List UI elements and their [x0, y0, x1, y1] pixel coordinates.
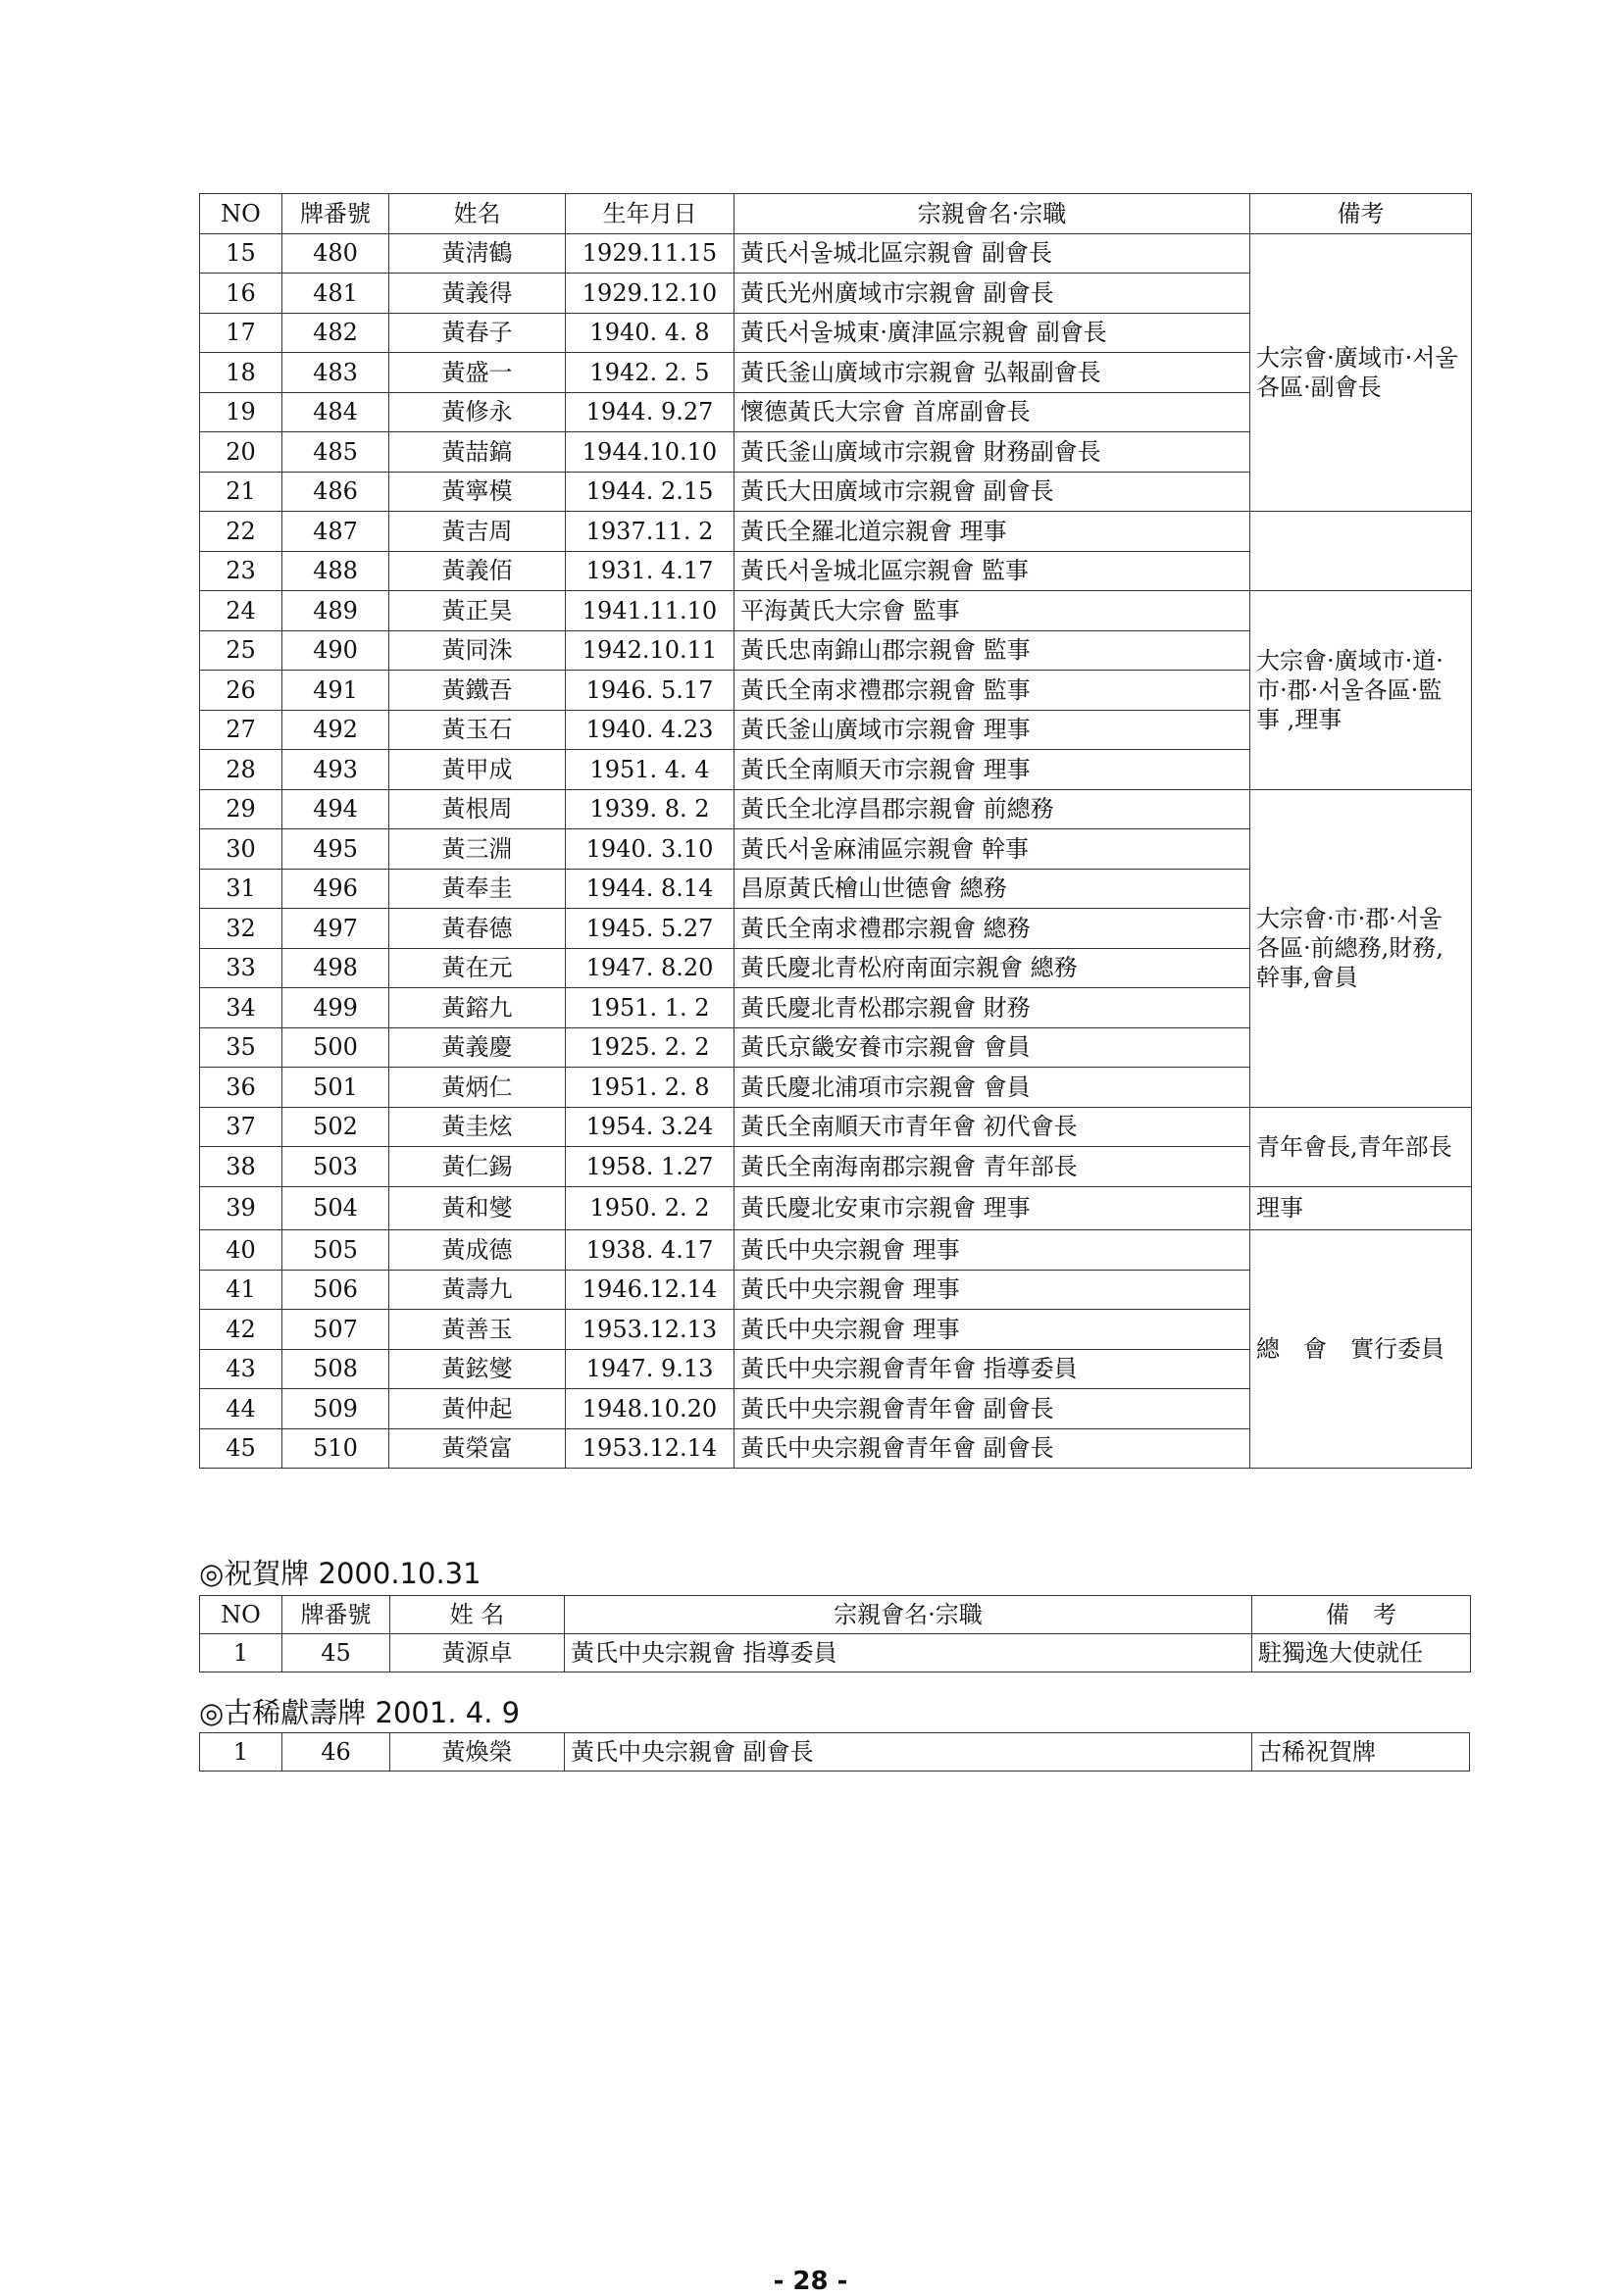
cell-clan-position: 黃氏서울麻浦區宗親會 幹事 [735, 829, 1250, 870]
cell-remarks: 總 會 實行委員 [1250, 1230, 1472, 1469]
cell-birth-date: 1941.11.10 [566, 591, 735, 631]
cell-name: 黃寧模 [389, 472, 566, 512]
cell-no: 30 [200, 829, 282, 870]
table-row [200, 789, 1472, 829]
cell-clan-position: 黃氏全南求禮郡宗親會 監事 [735, 671, 1250, 711]
cell-plaque-number: 491 [282, 671, 389, 711]
cell-no: 41 [200, 1270, 282, 1310]
cell-no: 35 [200, 1027, 282, 1068]
cell-birth-date: 1953.12.14 [566, 1428, 735, 1469]
cell-plaque-number: 485 [282, 432, 389, 473]
header-birth-date: 生年月日 [566, 194, 735, 234]
cell-plaque-number: 484 [282, 392, 389, 432]
cell-birth-date: 1931. 4.17 [566, 551, 735, 591]
cell-birth-date: 1925. 2. 2 [566, 1027, 735, 1068]
cell-no: 28 [200, 750, 282, 790]
cell-clan-position: 黃氏全南求禮郡宗親會 總務 [735, 909, 1250, 949]
cell-clan-position: 黃氏中央宗親會青年會 副會長 [735, 1389, 1250, 1429]
member-table [199, 193, 1472, 1469]
header-remarks: 備 考 [1252, 1596, 1471, 1634]
cell-no: 1 [200, 1733, 282, 1772]
cell-clan-position: 黃氏大田廣域市宗親會 副會長 [735, 472, 1250, 512]
cell-name: 黃春德 [389, 909, 566, 949]
table-row [200, 1107, 1472, 1147]
cell-no: 39 [200, 1186, 282, 1230]
cell-birth-date: 1948.10.20 [566, 1389, 735, 1429]
cell-birth-date: 1940. 4.23 [566, 710, 735, 750]
cell-clan-position: 黃氏中央宗親會 理事 [735, 1230, 1250, 1271]
header-no: NO [200, 1596, 282, 1634]
cell-name: 黃正昊 [389, 591, 566, 631]
cell-remarks: 大宗會·廣域市·道·市·郡·서울各區·監事 ,理事 [1250, 591, 1472, 790]
cell-birth-date: 1947. 8.20 [566, 948, 735, 988]
cell-no: 43 [200, 1349, 282, 1389]
table-row [200, 1186, 1472, 1230]
cell-plaque-number: 503 [282, 1147, 389, 1187]
cell-plaque-number: 504 [282, 1186, 389, 1230]
cell-birth-date: 1940. 3.10 [566, 829, 735, 870]
cell-birth-date: 1940. 4. 8 [566, 313, 735, 353]
header-remarks: 備考 [1250, 194, 1472, 234]
cell-name: 黃鐵吾 [389, 671, 566, 711]
cell-clan-position: 黃氏中央宗親會 理事 [735, 1270, 1250, 1310]
cell-no: 42 [200, 1310, 282, 1350]
cell-plaque-number: 510 [282, 1428, 389, 1469]
cell-name: 黃喆鎬 [389, 432, 566, 473]
cell-birth-date: 1958. 1.27 [566, 1147, 735, 1187]
cell-plaque-number: 507 [282, 1310, 389, 1350]
cell-plaque-number: 489 [282, 591, 389, 631]
header-name: 姓 名 [390, 1596, 565, 1634]
cell-plaque-number: 481 [282, 274, 389, 314]
cell-name: 黃壽九 [389, 1270, 566, 1310]
cell-name: 黃吉周 [389, 512, 566, 552]
cell-birth-date: 1953.12.13 [566, 1310, 735, 1350]
cell-no: 25 [200, 630, 282, 671]
cell-no: 29 [200, 789, 282, 829]
cell-name: 黃善玉 [389, 1310, 566, 1350]
cell-birth-date: 1942. 2. 5 [566, 353, 735, 393]
cell-birth-date: 1944.10.10 [566, 432, 735, 473]
cell-birth-date: 1929.11.15 [566, 233, 735, 274]
cell-clan-position: 黃氏서울城北區宗親會 監事 [735, 551, 1250, 591]
table-header-row [200, 1596, 1471, 1634]
cell-plaque-number: 496 [282, 869, 389, 909]
cell-clan-position: 黃氏慶北安東市宗親會 理事 [735, 1186, 1250, 1230]
cell-name: 黃奉圭 [389, 869, 566, 909]
cell-name: 黃源卓 [390, 1634, 565, 1672]
cell-clan-position: 昌原黃氏檜山世德會 總務 [735, 869, 1250, 909]
header-clan-position: 宗親會名·宗職 [565, 1596, 1252, 1634]
cell-no: 36 [200, 1068, 282, 1108]
table-row [200, 591, 1472, 631]
cell-plaque-number: 500 [282, 1027, 389, 1068]
cell-remarks: 青年會長,青年部長 [1250, 1107, 1472, 1186]
cell-name: 黃義慶 [389, 1027, 566, 1068]
cell-remarks: 大宗會·市·郡·서울各區·前總務,財務,幹事,會員 [1250, 789, 1472, 1107]
cell-clan-position: 黃氏中央宗親會 指導委員 [565, 1634, 1252, 1672]
cell-birth-date: 1951. 4. 4 [566, 750, 735, 790]
cell-no: 32 [200, 909, 282, 949]
cell-remarks: 古稀祝賀牌 [1252, 1733, 1470, 1772]
cell-no: 16 [200, 274, 282, 314]
member-table-body [200, 233, 1472, 1469]
cell-remarks: 駐獨逸大使就任 [1252, 1634, 1471, 1672]
cell-plaque-number: 480 [282, 233, 389, 274]
cell-plaque-number: 498 [282, 948, 389, 988]
cell-name: 黃煥榮 [390, 1733, 565, 1772]
cell-birth-date: 1944. 8.14 [566, 869, 735, 909]
cell-name: 黃義得 [389, 274, 566, 314]
congrats-plaque-title: ◎祝賀牌 2000.10.31 [199, 1557, 481, 1590]
cell-no: 15 [200, 233, 282, 274]
cell-plaque-number: 508 [282, 1349, 389, 1389]
cell-name: 黃盛一 [389, 353, 566, 393]
cell-name: 黃圭炫 [389, 1107, 566, 1147]
cell-name: 黃炳仁 [389, 1068, 566, 1108]
cell-plaque-number: 495 [282, 829, 389, 870]
longevity-plaque-title: ◎古稀獻壽牌 2001. 4. 9 [199, 1696, 521, 1729]
cell-name: 黃根周 [389, 789, 566, 829]
cell-birth-date: 1942.10.11 [566, 630, 735, 671]
cell-clan-position: 黃氏慶北青松府南面宗親會 總務 [735, 948, 1250, 988]
cell-plaque-number: 506 [282, 1270, 389, 1310]
table-row [200, 512, 1472, 552]
cell-clan-position: 黃氏中央宗親會青年會 指導委員 [735, 1349, 1250, 1389]
cell-clan-position: 黃氏中央宗親會 理事 [735, 1310, 1250, 1350]
cell-no: 33 [200, 948, 282, 988]
cell-plaque-number: 492 [282, 710, 389, 750]
cell-birth-date: 1951. 1. 2 [566, 988, 735, 1028]
cell-clan-position: 黃氏釜山廣域市宗親會 弘報副會長 [735, 353, 1250, 393]
cell-no: 22 [200, 512, 282, 552]
cell-name: 黃成德 [389, 1230, 566, 1271]
cell-clan-position: 懷德黃氏大宗會 首席副會長 [735, 392, 1250, 432]
cell-remarks [1250, 512, 1472, 591]
cell-name: 黃鉉燮 [389, 1349, 566, 1389]
cell-name: 黃春子 [389, 313, 566, 353]
cell-birth-date: 1929.12.10 [566, 274, 735, 314]
cell-no: 20 [200, 432, 282, 473]
cell-remarks: 大宗會·廣域市·서울各區·副會長 [1250, 233, 1472, 512]
cell-clan-position: 黃氏慶北浦項市宗親會 會員 [735, 1068, 1250, 1108]
cell-no: 37 [200, 1107, 282, 1147]
cell-plaque-number: 45 [282, 1634, 390, 1672]
table-row [200, 1230, 1472, 1271]
cell-plaque-number: 505 [282, 1230, 389, 1271]
cell-plaque-number: 46 [282, 1733, 390, 1772]
cell-plaque-number: 488 [282, 551, 389, 591]
cell-clan-position: 黃氏光州廣域市宗親會 副會長 [735, 274, 1250, 314]
cell-clan-position: 黃氏全羅北道宗親會 理事 [735, 512, 1250, 552]
cell-clan-position: 黃氏全北淳昌郡宗親會 前總務 [735, 789, 1250, 829]
cell-no: 23 [200, 551, 282, 591]
cell-no: 17 [200, 313, 282, 353]
page-number: - 28 - [773, 2267, 848, 2296]
header-no: NO [200, 194, 282, 234]
cell-plaque-number: 502 [282, 1107, 389, 1147]
header-plaque-number: 牌番號 [282, 1596, 390, 1634]
cell-clan-position: 黃氏忠南錦山郡宗親會 監事 [735, 630, 1250, 671]
cell-plaque-number: 497 [282, 909, 389, 949]
cell-birth-date: 1944. 2.15 [566, 472, 735, 512]
cell-no: 1 [200, 1634, 282, 1672]
cell-clan-position: 黃氏釜山廣域市宗親會 理事 [735, 710, 1250, 750]
cell-name: 黃修永 [389, 392, 566, 432]
cell-no: 26 [200, 671, 282, 711]
cell-name: 黃仲起 [389, 1389, 566, 1429]
cell-birth-date: 1945. 5.27 [566, 909, 735, 949]
cell-name: 黃同洙 [389, 630, 566, 671]
cell-name: 黃鎔九 [389, 988, 566, 1028]
cell-clan-position: 黃氏釜山廣域市宗親會 財務副會長 [735, 432, 1250, 473]
table-row [200, 233, 1472, 274]
cell-no: 31 [200, 869, 282, 909]
header-clan-position: 宗親會名·宗職 [735, 194, 1250, 234]
cell-clan-position: 平海黃氏大宗會 監事 [735, 591, 1250, 631]
cell-no: 18 [200, 353, 282, 393]
table-row [200, 1634, 1471, 1672]
cell-no: 40 [200, 1230, 282, 1271]
cell-plaque-number: 486 [282, 472, 389, 512]
cell-birth-date: 1946.12.14 [566, 1270, 735, 1310]
cell-plaque-number: 490 [282, 630, 389, 671]
header-plaque-number: 牌番號 [282, 194, 389, 234]
cell-name: 黃三淵 [389, 829, 566, 870]
cell-no: 24 [200, 591, 282, 631]
cell-birth-date: 1937.11. 2 [566, 512, 735, 552]
cell-birth-date: 1938. 4.17 [566, 1230, 735, 1271]
cell-plaque-number: 493 [282, 750, 389, 790]
cell-clan-position: 黃氏서울城東·廣津區宗親會 副會長 [735, 313, 1250, 353]
longevity-plaque-table [199, 1732, 1470, 1772]
cell-plaque-number: 482 [282, 313, 389, 353]
cell-name: 黃玉石 [389, 710, 566, 750]
cell-plaque-number: 509 [282, 1389, 389, 1429]
cell-birth-date: 1954. 3.24 [566, 1107, 735, 1147]
cell-remarks: 理事 [1250, 1186, 1472, 1230]
cell-no: 45 [200, 1428, 282, 1469]
congrats-plaque-table [199, 1595, 1471, 1672]
cell-birth-date: 1950. 2. 2 [566, 1186, 735, 1230]
cell-no: 19 [200, 392, 282, 432]
cell-clan-position: 黃氏全南順天市青年會 初代會長 [735, 1107, 1250, 1147]
cell-clan-position: 黃氏慶北青松郡宗親會 財務 [735, 988, 1250, 1028]
cell-name: 黃義佰 [389, 551, 566, 591]
cell-clan-position: 黃氏中央宗親會青年會 副會長 [735, 1428, 1250, 1469]
cell-clan-position: 黃氏全南海南郡宗親會 青年部長 [735, 1147, 1250, 1187]
cell-name: 黃在元 [389, 948, 566, 988]
cell-no: 34 [200, 988, 282, 1028]
cell-name: 黃榮富 [389, 1428, 566, 1469]
cell-name: 黃仁錫 [389, 1147, 566, 1187]
header-name: 姓名 [389, 194, 566, 234]
cell-no: 27 [200, 710, 282, 750]
cell-name: 黃淸鶴 [389, 233, 566, 274]
cell-plaque-number: 487 [282, 512, 389, 552]
cell-clan-position: 黃氏서울城北區宗親會 副會長 [735, 233, 1250, 274]
cell-clan-position: 黃氏全南順天市宗親會 理事 [735, 750, 1250, 790]
cell-no: 38 [200, 1147, 282, 1187]
table-row [200, 1733, 1470, 1772]
cell-plaque-number: 483 [282, 353, 389, 393]
cell-clan-position: 黃氏京畿安養市宗親會 會員 [735, 1027, 1250, 1068]
cell-plaque-number: 494 [282, 789, 389, 829]
cell-birth-date: 1946. 5.17 [566, 671, 735, 711]
cell-name: 黃和燮 [389, 1186, 566, 1230]
cell-birth-date: 1947. 9.13 [566, 1349, 735, 1389]
cell-plaque-number: 499 [282, 988, 389, 1028]
cell-name: 黃甲成 [389, 750, 566, 790]
cell-no: 44 [200, 1389, 282, 1429]
table-header-row [200, 194, 1472, 234]
cell-birth-date: 1939. 8. 2 [566, 789, 735, 829]
cell-plaque-number: 501 [282, 1068, 389, 1108]
cell-birth-date: 1944. 9.27 [566, 392, 735, 432]
cell-clan-position: 黃氏中央宗親會 副會長 [565, 1733, 1252, 1772]
cell-no: 21 [200, 472, 282, 512]
cell-birth-date: 1951. 2. 8 [566, 1068, 735, 1108]
